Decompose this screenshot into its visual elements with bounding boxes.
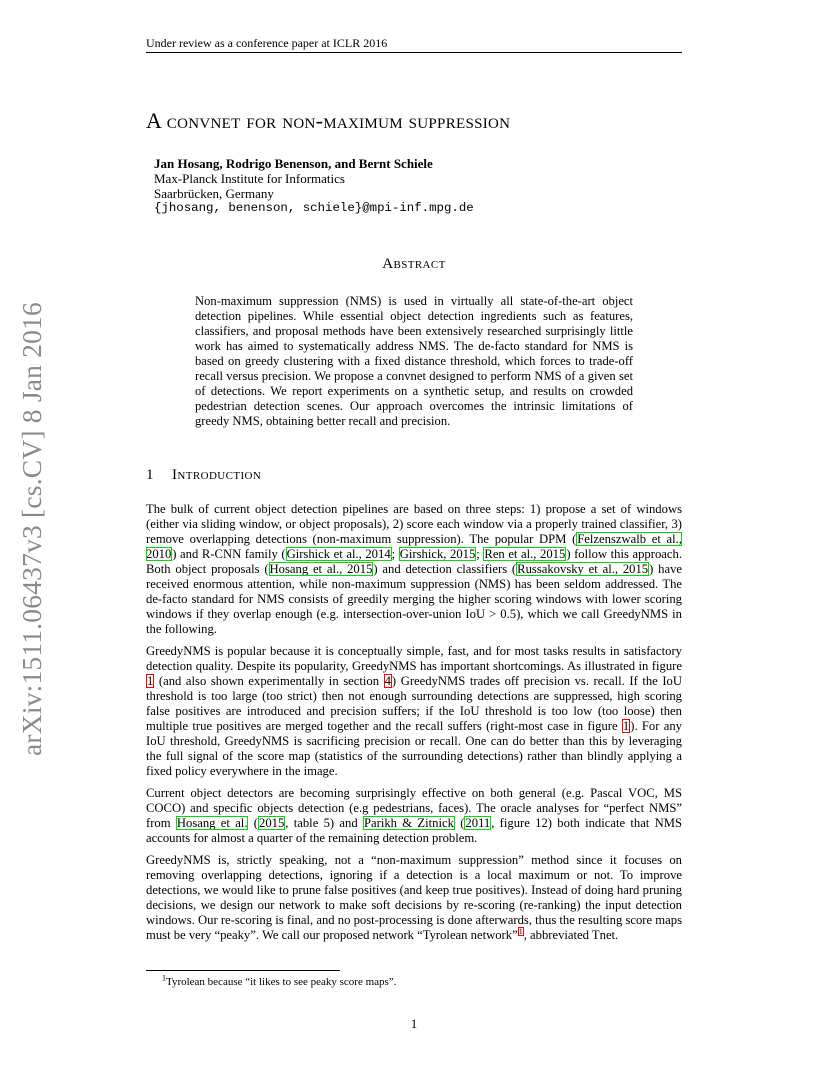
- citation-link[interactable]: Hosang et al., 2015: [269, 562, 373, 576]
- citation-link[interactable]: 2015: [259, 816, 285, 830]
- paragraph-text: GreedyNMS is popular because it is conceptually simple, fast, and for most tasks results in satisfactory detection quality. Despite its popularity, GreedyNMS has important shortcomings. As illustrated in figure: [146, 644, 682, 673]
- running-header: Under review as a conference paper at ICLR 2016: [146, 36, 388, 50]
- abstract-heading: Abstract: [382, 256, 446, 272]
- citation-link[interactable]: Girshick et al., 2014: [286, 547, 391, 561]
- figure-reference-link[interactable]: 1: [147, 674, 154, 688]
- citation-link[interactable]: 2011: [465, 816, 491, 830]
- paragraph-text: ) and R-CNN family (: [172, 547, 286, 561]
- paragraph-text: ;: [476, 547, 484, 561]
- author-affiliation: Max-Planck Institute for Informatics: [154, 171, 345, 186]
- paragraph-text: ) follow this approach. Both object proposals (: [146, 547, 682, 576]
- paragraph-text: ) and detection classifiers (: [373, 562, 517, 576]
- footnote-mark: 1: [162, 973, 166, 983]
- paragraph-text: The bulk of current object detection pipelines are based on three steps: 1) propose a set of windows (either via sliding window, or object proposals), 2) score each window via a properly trained classifier, 3) remove overlapping detections (non-maximum suppression). The popular DPM (: [146, 502, 682, 546]
- paragraph: [146, 853, 682, 943]
- paragraph-text: , figure 12) both indicate that NMS accounts for almost a quarter of the remaining detection problem.: [146, 816, 683, 845]
- figure-reference-link[interactable]: 1: [622, 719, 630, 733]
- paragraph-text: , abbreviated Tnet.: [523, 928, 619, 942]
- arxiv-identifier: arXiv:1511.06437v3 [cs.CV] 8 Jan 2016: [16, 302, 47, 756]
- section-title: Introduction: [172, 467, 262, 483]
- header-rule: [146, 52, 682, 53]
- paragraph-text: , table 5) and: [285, 816, 363, 830]
- citation-link[interactable]: Ren et al., 2015: [484, 547, 566, 561]
- paper-title: A convnet for non-maximum suppression: [146, 108, 511, 133]
- author-names: Jan Hosang, Rodrigo Benenson, and Bernt Schiele: [154, 156, 433, 171]
- section-reference-link[interactable]: 4: [384, 674, 391, 688]
- paragraph-text: ;: [391, 547, 399, 561]
- author-block: [154, 156, 474, 216]
- citation-link[interactable]: Parikh & Zitnick: [363, 816, 454, 830]
- author-location: Saarbrücken, Germany: [154, 186, 274, 201]
- section-number: 1: [146, 467, 154, 483]
- paragraph: [146, 644, 682, 779]
- paragraph-text: Current object detectors are becoming surprisingly effective on both general (e.g. Pascal VOC, MS COCO) and specific objects detection (e.g pedestrians, faces). The oracle analyses for “perfect NMS” from: [146, 786, 682, 830]
- section-heading: [146, 466, 546, 484]
- paragraph-text: (and also shown experimentally in section: [154, 674, 384, 688]
- citation-link[interactable]: Russakovsky et al., 2015: [517, 562, 649, 576]
- author-email: {jhosang, benenson, schiele}@mpi-inf.mpg.de: [154, 201, 474, 215]
- paragraph-text: GreedyNMS is, strictly speaking, not a “non-maximum suppression” method since it focuses on removing overlapping detections, ignoring if a detection is a local maximum or not. To improve detections, we would like to prune false positives (and keep true positives). Instead of doing hard pruning decisions, we design our network to make soft decisions by re-scoring (re-ranking) the input detection windows. Our re-scoring is final, and no post-processing is done afterwards, thus the resulting score maps must be very “peaky”. We call our proposed network “Tyrolean network”: [146, 853, 682, 942]
- footnote-text: Tyrolean because “it likes to see peaky score maps”.: [166, 976, 397, 988]
- abstract-text: Non-maximum suppression (NMS) is used in virtually all state-of-the-art object detection pipelines. While essential object detection ingredients such as features, classifiers, and proposal methods have been extensively researched surprisingly little work has aimed to systematically address NMS. The de-facto standard for NMS is based on greedy clustering with a fixed distance threshold, which forces to trade-off recall versus precision. We propose a convnet designed to perform NMS of a given set of detections. We report experiments on a synthetic setup, and results on crowded pedestrian detection scenes. Our approach overcomes the intrinsic limitations of greedy NMS, obtaining better recall and precision.: [195, 294, 633, 428]
- paragraph-text: ). For any IoU threshold, GreedyNMS is sacrificing precision or recall. One can do better than this by leveraging the full signal of the score map (statistics of the surrounding detections) rather than blindly applying a fixed policy everywhere in the image.: [146, 719, 682, 778]
- paragraph-text: (: [248, 816, 258, 830]
- citation-link[interactable]: Hosang et al.: [176, 816, 248, 830]
- paragraph: [146, 502, 682, 637]
- footnote-reference-link[interactable]: 1: [518, 926, 523, 936]
- citation-link[interactable]: Felzenszwalb et al., 2010: [146, 532, 682, 561]
- paragraph: [146, 786, 682, 846]
- footnote-rule: [146, 970, 340, 971]
- citation-link[interactable]: Girshick, 2015: [399, 547, 476, 561]
- footnote: [162, 973, 662, 989]
- paragraph-text: ) GreedyNMS trades off precision vs. recall. If the IoU threshold is too large (too strict) then not enough surrounding detections are suppressed, high scoring false positives are introduced and precision suffers; if the IoU threshold is too low (too loose) then multiple true positives are merged together and the recall suffers (right-most case in figure: [146, 674, 683, 733]
- paragraph-text: (: [454, 816, 465, 830]
- page-number: 1: [410, 1017, 418, 1031]
- section-body: [146, 502, 682, 950]
- paragraph-text: ) have received enormous attention, while non-maximum suppression (NMS) has been seldom addressed. The de-facto standard for NMS consists of greedily merging the higher scoring windows with lower scoring windows if they overlap enough (e.g. intersection-over-union IoU > 0.5), which we call GreedyNMS in the following.: [146, 562, 682, 636]
